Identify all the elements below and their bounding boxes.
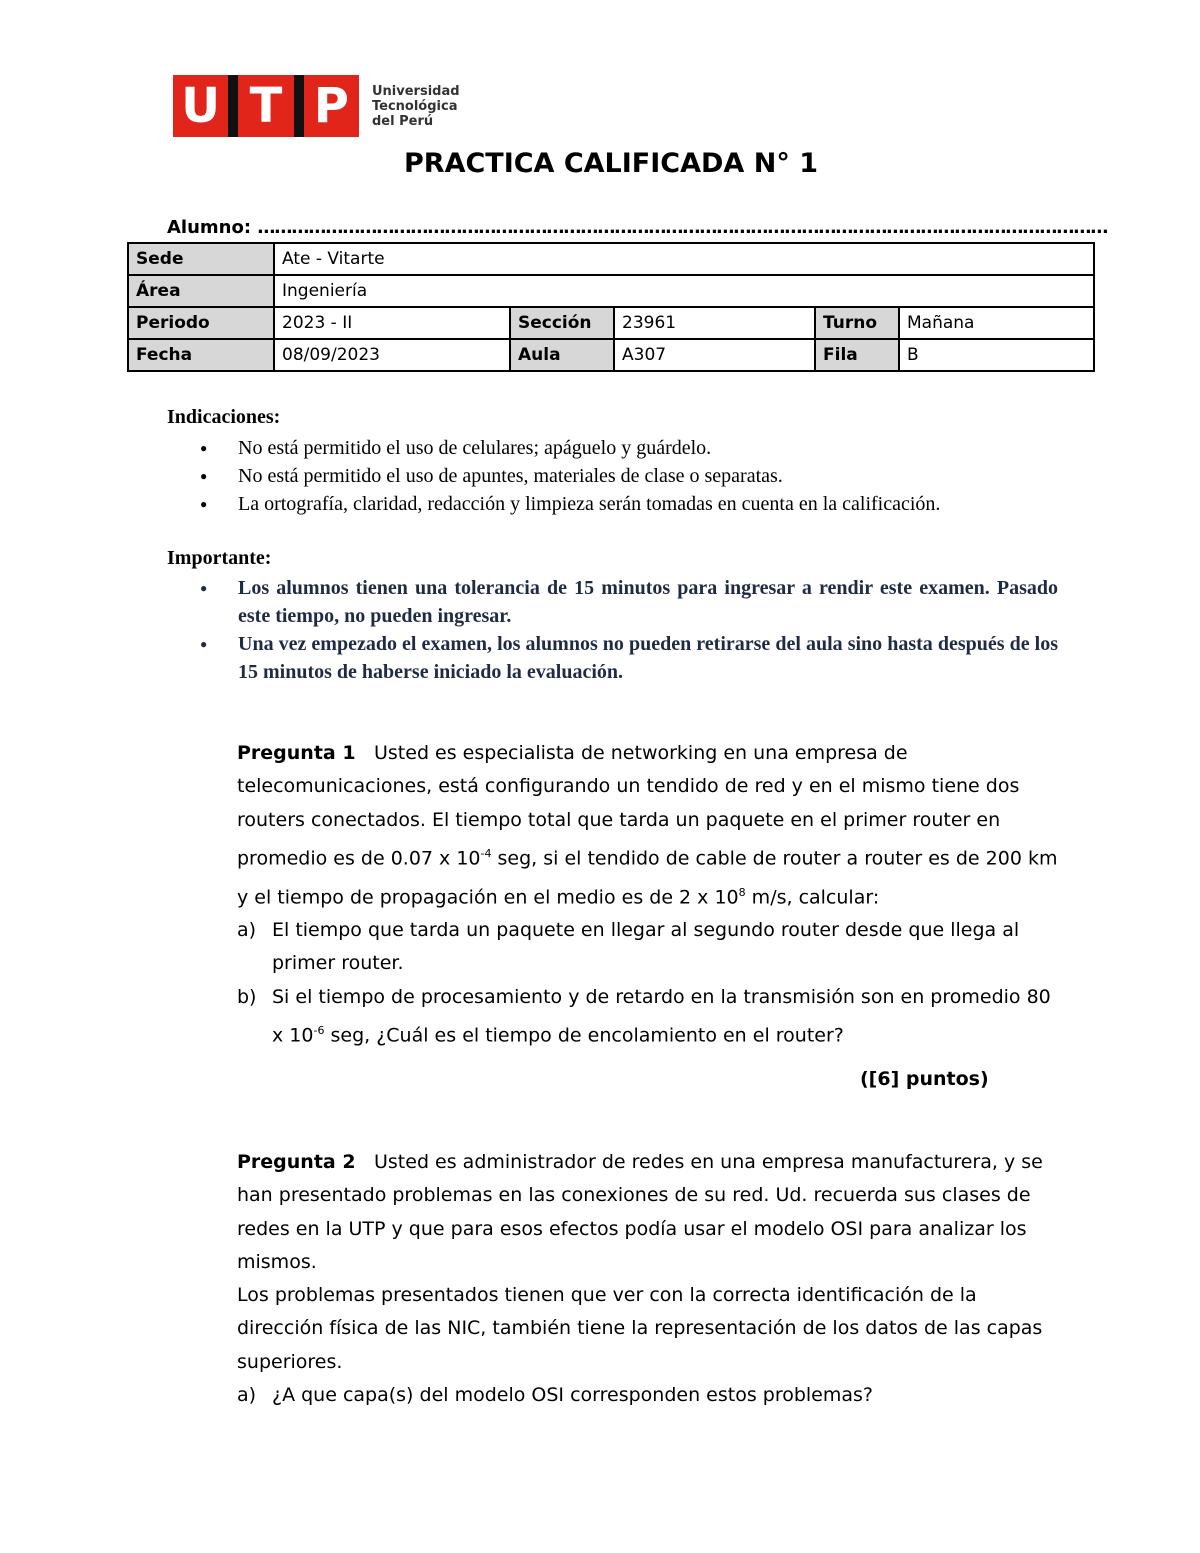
- pregunta-1-exp1: -4: [480, 846, 492, 860]
- pregunta-2-statement: [237, 1146, 1067, 1279]
- fecha-label: Fecha: [128, 339, 274, 371]
- aula-value: A307: [614, 339, 815, 371]
- pregunta-1-item-b: [237, 981, 1067, 1053]
- pregunta-1-exp2: 8: [738, 885, 746, 899]
- pregunta-2-item-a: [237, 1379, 1067, 1412]
- logo-line-1: Universidad: [372, 83, 460, 99]
- list-item: ● No está permitido el uso de celulares; apáguelo y guárdelo.: [200, 434, 1058, 462]
- list-item: ● No está permitido el uso de apuntes, materiales de clase o separatas.: [200, 462, 1058, 490]
- logo-line-3: del Perú: [372, 113, 434, 129]
- aula-label: Aula: [510, 339, 614, 371]
- item-letter: a): [237, 919, 257, 942]
- alumno-label: Alumno:: [167, 217, 252, 238]
- alumno-line: [167, 217, 1107, 238]
- seccion-value: 23961: [614, 307, 815, 339]
- list-item: ● Una vez empezado el examen, los alumnos no pueden retirarse del aula sino hasta después de los 15 minutos de haberse iniciado la evaluación.: [200, 630, 1058, 686]
- fecha-value: 08/09/2023: [274, 339, 510, 371]
- pregunta-2-text-2: Los problemas presentados tienen que ver con la correcta identificación de la dirección física de las NIC, también tiene la representación de los datos de las capas superiores.: [237, 1284, 1043, 1373]
- table-row: [128, 243, 1094, 275]
- sede-label: Sede: [128, 243, 274, 275]
- pregunta-2-label: Pregunta 2: [237, 1151, 356, 1173]
- turno-label: Turno: [815, 307, 899, 339]
- pregunta-1-statement: [237, 737, 1067, 914]
- utp-logo: [173, 75, 460, 137]
- importante-list: [200, 574, 1058, 686]
- table-row: [128, 339, 1094, 371]
- logo-letter-p: P: [313, 78, 349, 134]
- item-text: [272, 981, 1067, 1053]
- item-letter: b): [237, 985, 257, 1008]
- item-text-b: seg, ¿Cuál es el tiempo de encolamiento en el router?: [324, 1024, 844, 1047]
- pregunta-1-label: Pregunta 1: [237, 742, 356, 764]
- item-text: ¿A que capa(s) del modelo OSI corresponden estos problemas?: [272, 1384, 873, 1407]
- pregunta-1-text-c: m/s, calcular:: [745, 885, 880, 908]
- turno-value: Mañana: [899, 307, 1094, 339]
- sede-value: Ate - Vitarte: [274, 243, 1094, 275]
- logo-separator: [294, 75, 304, 137]
- exam-info-table: [127, 242, 1095, 372]
- logo-wordmark: [372, 84, 460, 129]
- item-text-a: Si el tiempo de procesamiento y de retardo en la transmisión son en promedio 80 x 10: [272, 985, 1051, 1047]
- alumno-blank: ……………………………………………………………………………………………………………………………………: [257, 217, 1108, 238]
- area-value: Ingeniería: [274, 275, 1094, 307]
- item-text: El tiempo que tarda un paquete en llegar al segundo router desde que llega al primer router.: [272, 919, 1020, 975]
- logo-letter-t: T: [249, 78, 283, 134]
- item-exp: -6: [313, 1024, 325, 1038]
- fila-label: Fila: [815, 339, 899, 371]
- pregunta-1-points: ([6] puntos): [860, 1068, 989, 1090]
- indicaciones-list: [200, 434, 1058, 518]
- area-label: Área: [128, 275, 274, 307]
- page-title: PRACTICA CALIFICADA N° 1: [403, 148, 819, 179]
- pregunta-2-text: Usted es administrador de redes en una empresa manufacturera, y se han presentado problemas en las conexiones de su red. Ud. recuerda sus clases de redes en la UTP y que para esos efectos podía usar el modelo OSI para analizar los mismos.: [237, 1151, 1043, 1273]
- indicaciones-heading: Indicaciones:: [167, 406, 281, 428]
- table-row: [128, 307, 1094, 339]
- table-row: [128, 275, 1094, 307]
- pregunta-2: [237, 1146, 1067, 1412]
- pregunta-1: [237, 737, 1067, 1053]
- pregunta-1-item-a: [237, 914, 1067, 981]
- logo-letter-u: U: [181, 78, 221, 134]
- logo-line-2: Tecnológica: [372, 98, 458, 114]
- importante-heading: Importante:: [167, 547, 272, 569]
- seccion-label: Sección: [510, 307, 614, 339]
- fila-value: B: [899, 339, 1094, 371]
- pregunta-1-text-b: seg, si el tendido de cable de router a router es de 200 km y el tiempo de propagación en el medio es de 2 x 10: [237, 847, 1058, 908]
- periodo-label: Periodo: [128, 307, 274, 339]
- periodo-value: 2023 - II: [274, 307, 510, 339]
- list-item: ● La ortografía, claridad, redacción y limpieza serán tomadas en cuenta en la calificación.: [200, 490, 1058, 518]
- pregunta-1-text-a: Usted es especialista de networking en una empresa de telecomunicaciones, está configurando un tendido de red y en el mismo tiene dos routers conectados. El tiempo total que tarda un paquete en el primer router en promedio es de 0.07 x 10: [237, 742, 1020, 870]
- logo-separator: [228, 75, 238, 137]
- list-item: ● Los alumnos tienen una tolerancia de 15 minutos para ingresar a rendir este examen. Pasado este tiempo, no pueden ingresar.: [200, 574, 1058, 630]
- utp-logo-mark: [173, 75, 359, 137]
- item-letter: a): [237, 1384, 257, 1407]
